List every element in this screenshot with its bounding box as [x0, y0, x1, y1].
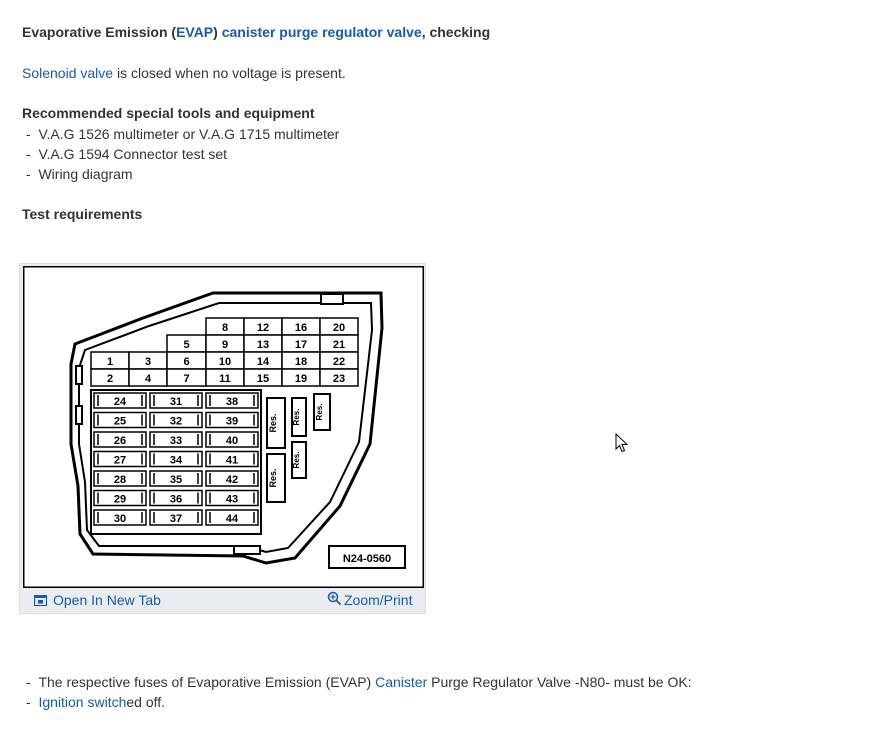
mini-fuse-number: 10 — [218, 356, 232, 368]
fuse-number: 27 — [113, 454, 127, 467]
fuse-number: 24 — [113, 396, 127, 408]
bullet-dash: - — [26, 146, 31, 162]
tool-item — [26, 166, 133, 182]
page-title — [22, 24, 490, 40]
requirement-item — [26, 694, 165, 710]
open-new-tab-button[interactable] — [34, 592, 161, 608]
bullet-dash: - — [26, 674, 31, 690]
housing-clip — [76, 406, 82, 424]
relay-label: Res. — [268, 413, 278, 433]
tool-item — [26, 126, 339, 142]
evap-link[interactable]: EVAP — [176, 24, 214, 40]
zoom-print-button[interactable] — [327, 589, 412, 608]
mini-fuse-number: 19 — [294, 373, 308, 385]
mini-fuse-number: 6 — [183, 356, 190, 368]
solenoid-valve-link[interactable]: Solenoid valve — [22, 65, 114, 81]
relay-label: Res. — [315, 403, 324, 421]
bullet-dash: - — [26, 166, 31, 182]
fuse-number: 32 — [169, 415, 183, 428]
zoom-icon — [327, 591, 342, 606]
fuse-number: 34 — [169, 454, 183, 467]
tool-text: Wiring diagram — [38, 166, 133, 182]
fuse-number: 33 — [169, 435, 183, 447]
mini-fuse-number: 17 — [294, 339, 308, 351]
fuse-number: 35 — [169, 474, 183, 486]
mini-fuse-number: 3 — [144, 356, 152, 368]
fuse-number: 41 — [225, 454, 239, 467]
mini-fuse-number: 22 — [332, 356, 346, 368]
fuse-number: 30 — [113, 513, 127, 525]
mini-fuse-number: 20 — [332, 322, 346, 334]
fuse-number: 29 — [113, 493, 127, 506]
tool-item — [26, 146, 227, 162]
fuse-number: 26 — [113, 435, 127, 447]
requirement-text: The respective fuses of Evaporative Emission (EVAP) — [38, 674, 376, 690]
housing-tab — [234, 546, 260, 554]
mini-fuse-number: 5 — [183, 339, 190, 351]
housing-clip — [76, 366, 82, 384]
fuse-number: 43 — [225, 493, 239, 506]
ignition-switch-link[interactable]: Ignition switch — [38, 694, 127, 710]
requirement-text: ed off. — [126, 694, 166, 710]
mini-fuse-number: 15 — [256, 373, 270, 385]
tool-text: V.A.G 1594 Connector test set — [38, 146, 228, 162]
zoom-print-label: Zoom/Print — [344, 592, 413, 608]
fuse-number: 36 — [169, 493, 183, 506]
mini-fuse-number: 16 — [294, 322, 308, 334]
mini-fuse-number: 1 — [106, 356, 114, 368]
tool-text: V.A.G 1526 multimeter or V.A.G 1715 multimeter — [38, 126, 340, 142]
relay-label: Res. — [292, 451, 301, 469]
fuse-box-diagram[interactable] — [23, 266, 424, 588]
open-new-tab-label: Open In New Tab — [53, 592, 161, 608]
test-requirements-heading: Test requirements — [22, 206, 143, 222]
fuse-number: 40 — [225, 435, 239, 447]
title-text-1: Evaporative Emission ( — [22, 24, 177, 40]
requirement-item — [26, 674, 692, 690]
mini-fuse-number: 8 — [221, 322, 229, 334]
requirement-text: Purge Regulator Valve -N80- must be OK: — [427, 674, 692, 690]
mini-fuse-number: 23 — [332, 373, 346, 385]
intro-paragraph — [22, 65, 346, 81]
mini-fuse-number: 13 — [256, 339, 270, 351]
mini-fuse-number: 12 — [256, 322, 270, 334]
open-tab-icon — [34, 595, 47, 606]
tools-heading: Recommended special tools and equipment — [22, 105, 315, 121]
fuse-number: 25 — [113, 415, 127, 428]
mini-fuse-number: 2 — [106, 373, 114, 385]
title-text-2: ) — [213, 24, 222, 40]
title-text-3: , checking — [421, 24, 491, 40]
diagram-id-label: N24-0560 — [342, 553, 392, 565]
canister-purge-link[interactable]: canister purge regulator valve — [221, 24, 422, 40]
bullet-dash: - — [26, 694, 31, 710]
fuse-number: 42 — [225, 474, 239, 486]
mini-fuse-number: 14 — [256, 356, 270, 368]
mini-fuse-number: 4 — [144, 373, 152, 385]
mini-fuse-number: 21 — [332, 339, 346, 351]
fuse-number: 37 — [169, 513, 183, 525]
fuse-number: 39 — [225, 415, 239, 428]
fuse-number: 28 — [113, 474, 127, 486]
housing-tab — [321, 294, 343, 304]
mini-fuse-number: 9 — [221, 339, 229, 351]
relay-label: Res. — [292, 408, 301, 426]
mouse-cursor-icon — [615, 433, 628, 453]
intro-text: is closed when no voltage is present. — [113, 65, 346, 81]
fuse-number: 31 — [169, 396, 183, 408]
fuse-diagram-figure — [19, 263, 426, 614]
mini-fuse-number: 7 — [183, 373, 190, 385]
figure-toolbar — [20, 587, 425, 613]
canister-link[interactable]: Canister — [375, 674, 428, 690]
bullet-dash: - — [26, 126, 31, 142]
fuse-number: 44 — [225, 513, 239, 525]
fuse-number: 38 — [225, 396, 239, 408]
relay-label: Res. — [268, 468, 278, 488]
mini-fuse-number: 18 — [294, 356, 308, 368]
mini-fuse-number: 11 — [219, 373, 231, 385]
